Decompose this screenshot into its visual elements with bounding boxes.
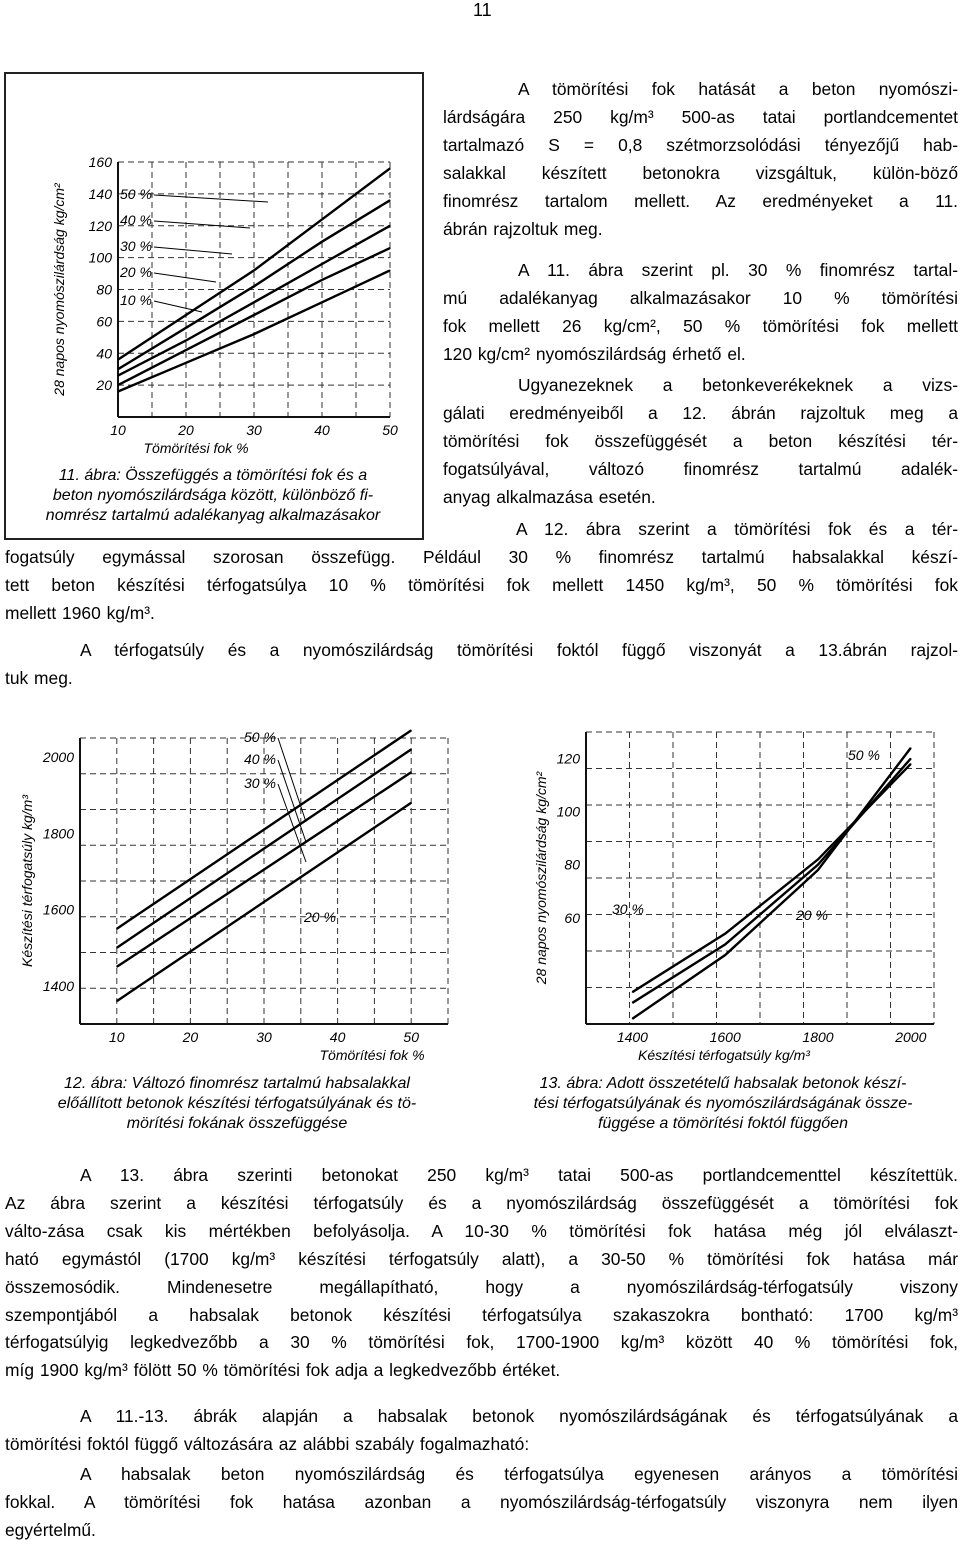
text-line: lárdságára 250 kg/m³ 500-as tatai portlandcementet [443, 106, 958, 127]
data-point [117, 359, 118, 360]
data-point [253, 270, 254, 271]
text-line: egyértelmű. [5, 1519, 96, 1540]
series-label: 10 % [120, 292, 152, 308]
series-line [632, 748, 910, 1019]
text-line: tömörítési foktól függő változására az alábbi szabály fogalmazható: [5, 1433, 530, 1454]
y-tick-label: 2000 [42, 749, 74, 766]
caption-line: 12. ábra: Változó finomrész tartalmú habsalakkal [64, 1075, 410, 1092]
series-label: 20 % [120, 264, 152, 280]
x-tick-label: 50 [382, 422, 398, 438]
series-label: 30 % [612, 901, 644, 917]
x-tick-label: 1800 [802, 1029, 834, 1045]
text-line: fok mellett 26 kg/cm², 50 % tömörítési fok mellett [443, 315, 958, 336]
paragraph-5 [5, 637, 958, 693]
y-tick-label: 140 [88, 185, 112, 202]
data-point [117, 375, 118, 376]
data-point [910, 747, 911, 748]
paragraph-3 [443, 372, 958, 512]
series-label: 20 % [796, 907, 828, 923]
y-tick-label: 20 [96, 377, 112, 394]
text-line: mú adalékanyag alkalmazásakor 10 % tömörítési [443, 287, 958, 308]
text-line: A térfogatsúly és a nyomószilárdság tömörítési foktól függő viszonyát a 13.ábrán rajzol- [80, 640, 958, 660]
data-point [253, 334, 254, 335]
figure-12-caption [2, 1074, 472, 1134]
y-tick-label: 60 [96, 313, 112, 330]
y-tick-label: 160 [88, 154, 112, 170]
data-point [185, 349, 186, 350]
text-line: A tömörítési fok hatását a beton nyomószi- [518, 79, 958, 99]
label-leader [154, 221, 250, 228]
y-axis-label: Készítési térfogatsúly kg/m³ [19, 795, 35, 967]
data-point [632, 1018, 633, 1019]
caption-line: 11. ábra: Összefüggés a tömörítési fok és a [58, 467, 368, 484]
data-point [411, 772, 412, 773]
y-axis-label: 28 napos nyomószilárdság kg/cm² [51, 183, 67, 396]
text-line: finomrész tartalom mellett. Az eredményeket a 11. [443, 190, 958, 211]
figure-11 [4, 72, 424, 540]
y-tick-label: 100 [88, 249, 112, 266]
text-line: 120 kg/cm² nyomószilárdság érhető el. [443, 343, 746, 364]
data-point [321, 219, 322, 220]
data-point [185, 340, 186, 341]
data-point [321, 241, 322, 242]
text-line: A habsalak beton nyomószilárdság és térfogatsúlya egyenesen arányos a tömörítési [80, 1464, 958, 1484]
series-label: 40 % [120, 212, 152, 228]
caption-line: beton nyomószilárdsága között, különböző fi- [52, 487, 374, 504]
text-line: anyag alkalmazása esetén. [443, 486, 656, 507]
x-tick-label: 20 [178, 422, 194, 438]
text-line: fogatsúlyával, változó finomrész tartalmú adalék- [443, 458, 958, 479]
y-tick-label: 1600 [42, 901, 74, 918]
y-tick-label: 80 [564, 856, 580, 873]
data-point [185, 327, 186, 328]
series-label: 20 % [304, 909, 336, 925]
y-tick-label: 1800 [42, 825, 74, 842]
series-label: 50 % [848, 747, 880, 763]
caption-line: mörítési fokának összefüggése [126, 1115, 348, 1132]
text-line: ható egymástól (1700 kg/m³ készítési térfogatsúly alatt), a 30-50 % tömörítési fok hatása már [5, 1248, 958, 1269]
data-point [116, 1001, 117, 1002]
text-line: fogatsúly egymással szorosan összefügg. Például 30 % finomrész tartalmú habsalakkal készí- [5, 546, 958, 567]
figure-12-chart [2, 702, 472, 1072]
y-tick-label: 60 [564, 909, 580, 926]
data-point [725, 954, 726, 955]
data-point [185, 314, 186, 315]
text-line: térfogatsúlyig legkedvezőbb a 30 % tömörítési fok, 1700-1900 kg/m³ között 40 % tömörítési fok, [5, 1332, 958, 1353]
figure-13-caption [488, 1074, 958, 1134]
data-point [725, 933, 726, 934]
paragraph-8 [5, 1461, 958, 1545]
data-point [817, 859, 818, 860]
text-line: míg 1900 kg/m³ fölött 50 % tömörítési fok adja a legkedvezőbb értéket. [5, 1360, 561, 1381]
x-tick-label: 30 [256, 1029, 272, 1045]
y-tick-label: 120 [556, 750, 580, 767]
text-line: tömörítési fok összefüggését a beton készítési tér- [443, 430, 958, 451]
x-axis-label: Készítési térfogatsúly kg/m³ [638, 1047, 810, 1063]
data-point [632, 992, 633, 993]
text-line: A 13. ábra szerinti betonokat 250 kg/m³ tatai 500-as portlandcementtel készítettük. [80, 1165, 958, 1185]
x-tick-label: 1600 [709, 1029, 741, 1045]
text-line: összemosódik. Mindenesetre megállapítható, hogy a nyomószilárdság-térfogatsúly viszony [5, 1276, 958, 1297]
data-point [253, 314, 254, 315]
text-line: A 11. ábra szerint pl. 30 % finomrész tartal- [518, 260, 958, 280]
text-line: mellett 1960 kg/m³. [5, 602, 155, 623]
x-tick-label: 30 [246, 422, 262, 438]
x-axis-label: Tömörítési fok % [143, 440, 249, 456]
caption-line: nomrész tartalmú adalékanyag alkalmazásakor [45, 507, 381, 524]
caption-line: előállított betonok készítési térfogatsúlyának és tö- [57, 1095, 417, 1112]
x-axis-label: Tömörítési fok % [319, 1047, 425, 1063]
text-line: tartalmazó S = 0,8 szétmorzsolódási tényezőjű hab- [443, 134, 958, 155]
series-label: 30 % [244, 775, 276, 791]
y-axis-label: 28 napos nyomószilárdság kg/cm² [533, 771, 549, 985]
text-line: gálati eredményeiből a 12. ábrán rajzoltuk meg a [443, 402, 958, 423]
paragraph-6 [5, 1162, 958, 1385]
data-point [411, 802, 412, 803]
x-tick-label: 2000 [895, 1029, 927, 1045]
x-tick-label: 10 [109, 1029, 125, 1045]
y-tick-label: 40 [96, 345, 112, 362]
paragraph-4 [5, 516, 958, 628]
text-line: tuk meg. [5, 667, 73, 688]
data-point [411, 730, 412, 731]
paragraph-2 [443, 257, 958, 369]
data-point [411, 749, 412, 750]
text-line: Ugyanezeknek a betonkeverékeknek a vizs- [518, 375, 958, 395]
x-tick-label: 50 [403, 1029, 419, 1045]
x-tick-label: 40 [314, 422, 330, 438]
data-point [116, 966, 117, 967]
x-tick-label: 1400 [616, 1029, 648, 1045]
caption-line: függése a tömörítési foktól függően [598, 1115, 848, 1132]
data-point [116, 947, 117, 948]
y-tick-label: 1400 [42, 977, 74, 994]
text-line: válto-zása csak kis mértékben befolyásolja. A 10-30 % tömörítési fok hatása még jól elválaszt- [5, 1220, 958, 1241]
data-point [116, 928, 117, 929]
y-tick-label: 120 [88, 217, 112, 234]
label-leader [154, 247, 232, 254]
data-point [389, 168, 390, 169]
text-line: Az ábra szerint a készítési térfogatsúly és a nyomószilárdság összefüggését a tömörítési fok [5, 1192, 958, 1213]
series-label: 50 % [120, 186, 152, 202]
data-point [185, 362, 186, 363]
text-line: tett beton készítési térfogatsúlya 10 % tömörítési fok mellett 1450 kg/m³, 50 % tömörítési fok [5, 574, 958, 595]
data-point [253, 302, 254, 303]
caption-line: tési térfogatsúlyának és nyomószilárdságának össze- [533, 1095, 913, 1112]
data-point [910, 763, 911, 764]
series-label: 30 % [120, 238, 152, 254]
x-tick-label: 20 [182, 1029, 199, 1045]
label-leader [154, 195, 268, 202]
series-label: 40 % [244, 751, 276, 767]
paragraph-7 [5, 1403, 958, 1459]
paragraph-1 [443, 76, 958, 243]
data-point [253, 286, 254, 287]
data-point [117, 385, 118, 386]
page-number: 11 [473, 0, 492, 20]
data-point [910, 758, 911, 759]
label-leader [154, 273, 216, 282]
text-line: ábrán rajzoltuk meg. [443, 218, 603, 239]
y-tick-label: 80 [96, 281, 112, 298]
text-line: salakkal készített betonokra vizsgáltuk, külön-böző [443, 162, 958, 183]
figure-11-chart [6, 74, 422, 462]
y-tick-label: 100 [556, 803, 580, 820]
data-point [117, 369, 118, 370]
x-tick-label: 10 [110, 422, 126, 438]
data-point [321, 263, 322, 264]
data-point [725, 944, 726, 945]
data-point [389, 225, 390, 226]
data-point [389, 270, 390, 271]
x-tick-label: 40 [329, 1029, 346, 1045]
data-point [321, 302, 322, 303]
data-point [817, 864, 818, 865]
data-point [117, 391, 118, 392]
text-line: A 11.-13. ábrák alapján a habsalak betonok nyomószilárdságának és térfogatsúlyának a [80, 1406, 958, 1426]
data-point [389, 200, 390, 201]
figure-13-chart [488, 702, 958, 1072]
data-point [389, 247, 390, 248]
text-line: szempontjából a habsalak betonok készítési térfogatsúlya szakaszokra bontható: 1700 kg/m³ [5, 1304, 958, 1325]
data-point [817, 869, 818, 870]
data-point [632, 1002, 633, 1003]
data-point [321, 279, 322, 280]
caption-line: 13. ábra: Adott összetételű habsalak betonok készí- [539, 1075, 907, 1092]
text-line: A 12. ábra szerint a tömörítési fok és a tér- [516, 519, 958, 539]
series-label: 50 % [244, 729, 276, 745]
text-line: fokkal. A tömörítési fok hatása azonban a nyomószilárdság-térfogatsúly viszonyra nem ilyen [5, 1491, 958, 1512]
